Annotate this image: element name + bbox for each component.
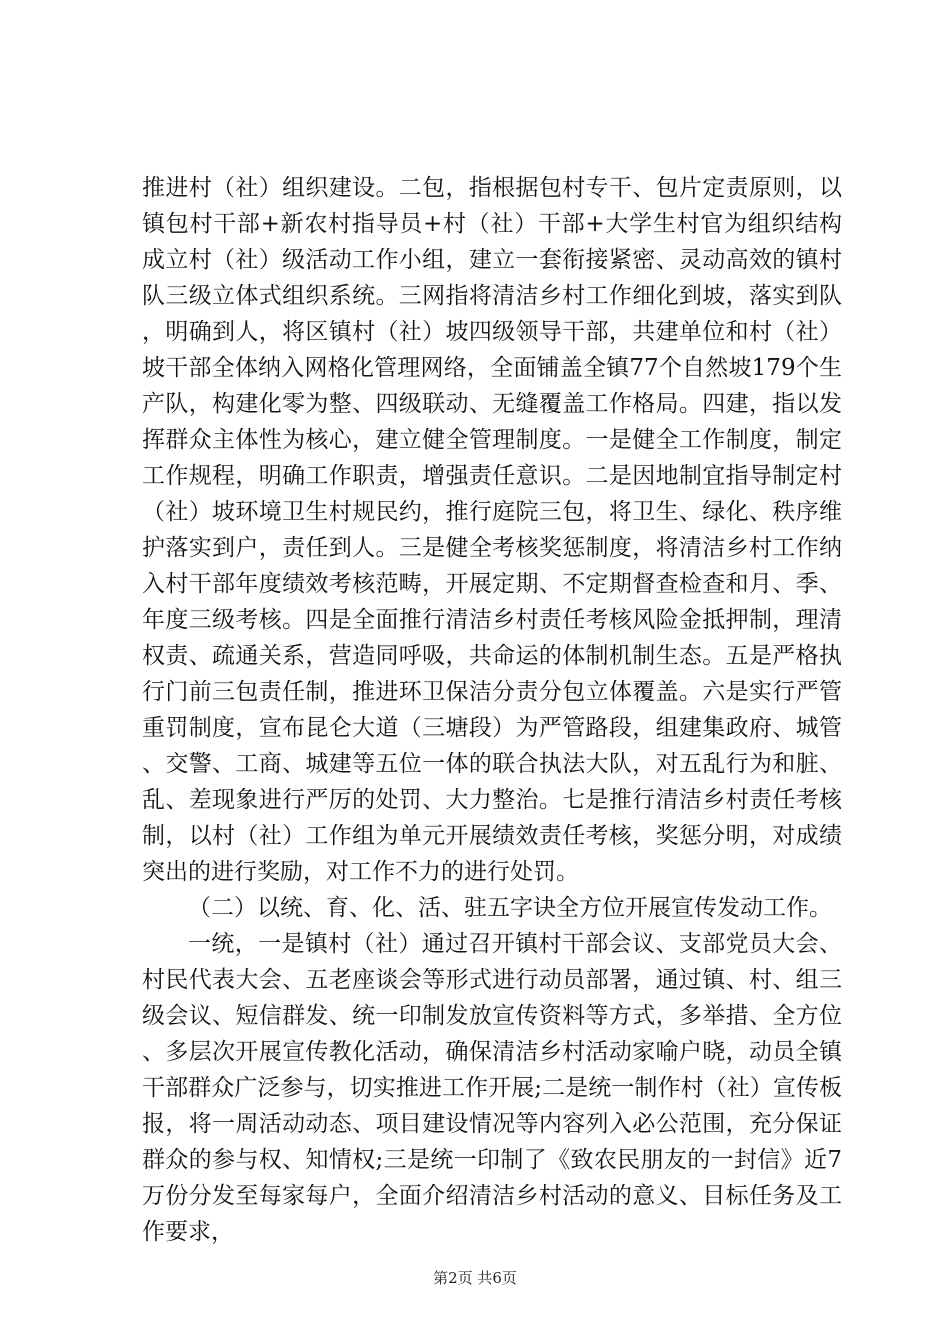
body-text <box>142 170 842 1250</box>
page-number-footer: 第2页 共6页 <box>433 1269 517 1287</box>
paragraph-continuation: 推进村（社）组织建设。二包，指根据包村专干、包片定责原则，以镇包村干部+新农村指导员+村（社）干部+大学生村官为组织结构成立村（社）级活动工作小组，建立一套衔接紧密、灵动高效的镇村队三级立体式组织系统。三网指将清洁乡村工作细化到坡，落实到队，明确到人，将区镇村（社）坡四级领导干部，共建单位和村（社）坡干部全体纳入网格化管理网络，全面铺盖全镇77个自然坡179个生产队，构建化零为整、四级联动、无缝覆盖工作格局。四建，指以发挥群众主体性为核心，建立健全管理制度。一是健全工作制度，制定工作规程，明确工作职责，增强责任意识。二是因地制宜指导制定村（社）坡环境卫生村规民约，推行庭院三包，将卫生、绿化、秩序维护落实到户，责任到人。三是健全考核奖惩制度，将清洁乡村工作纳入村干部年度绩效考核范畴，开展定期、不定期督查检查和月、季、年度三级考核。四是全面推行清洁乡村责任考核风险金抵押制，理清权责、疏通关系，营造同呼吸，共命运的体制机制生态。五是严格执行门前三包责任制，推进环卫保洁分责分包立体覆盖。六是实行严管重罚制度，宣布昆仑大道（三塘段）为严管路段，组建集政府、城管、交警、工商、城建等五位一体的联合执法大队，对五乱行为和脏、乱、差现象进行严厉的处罚、大力整治。七是推行清洁乡村责任考核制，以村（社）工作组为单元开展绩效责任考核，奖惩分明，对成绩突出的进行奖励，对工作不力的进行处罚。 <box>142 175 842 885</box>
paragraph-section-heading: （二）以统、育、化、活、驻五字诀全方位开展宣传发动工作。 <box>188 895 832 921</box>
paragraph-yitong: 一统，一是镇村（社）通过召开镇村干部会议、支部党员大会、村民代表大会、五老座谈会等形式进行动员部署，通过镇、村、组三级会议、短信群发、统一印制发放宣传资料等方式，多举措、全方位、多层次开展宣传教化活动，确保清洁乡村活动家喻户晓，动员全镇干部群众广泛参与，切实推进工作开展;二是统一制作村（社）宣传板报，将一周活动动态、项目建设情况等内容列入必公范围，充分保证群众的参与权、知情权;三是统一印制了《致农民朋友的一封信》近7万份分发至每家每户，全面介绍清洁乡村活动的意义、目标任务及工作要求， <box>142 931 842 1245</box>
